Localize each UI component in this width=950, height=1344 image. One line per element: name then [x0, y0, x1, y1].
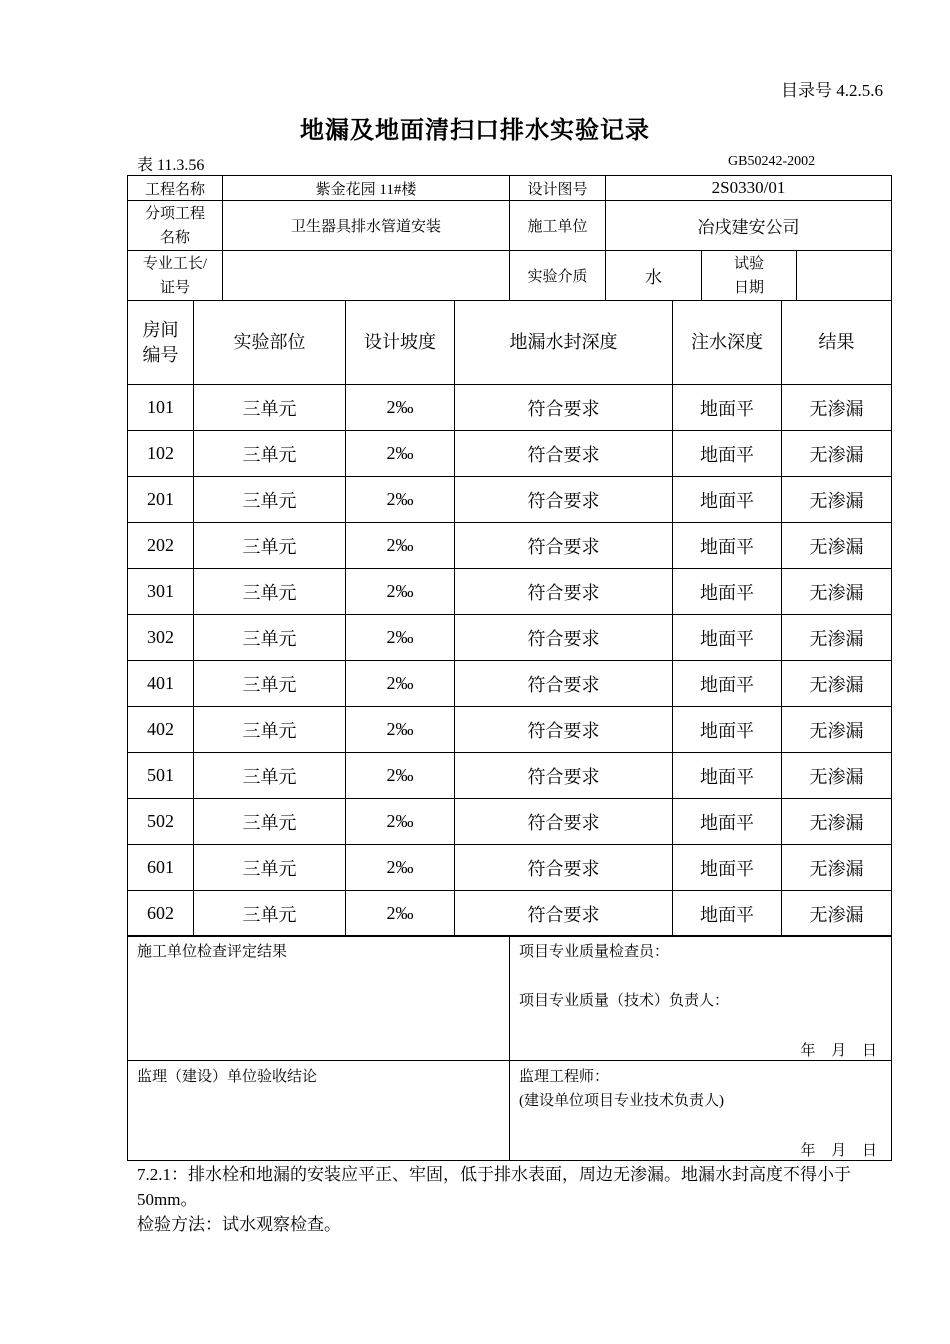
cell-seal-depth: 符合要求: [455, 799, 673, 845]
supervisor-sign-cell: [510, 1061, 892, 1161]
cell-part: 三单元: [194, 891, 346, 937]
cell-seal-depth: 符合要求: [455, 891, 673, 937]
supervisor-conclusion-cell: [128, 1061, 510, 1161]
cell-part: 三单元: [194, 615, 346, 661]
cell-result: 无渗漏: [782, 707, 892, 753]
foreman-label: [128, 251, 223, 301]
foreman-label-line1: 专业工长/: [142, 255, 208, 272]
cell-slope: 2‰: [346, 431, 455, 477]
info-table: [127, 175, 892, 301]
cell-result: 无渗漏: [782, 431, 892, 477]
cell-slope: 2‰: [346, 845, 455, 891]
date-2: 年 月 日: [800, 1143, 883, 1159]
contractor-sign-cell: [510, 936, 892, 1061]
note: [137, 1162, 887, 1237]
cell-part: 三单元: [194, 523, 346, 569]
cell-seal-depth: 符合要求: [455, 523, 673, 569]
header-room-line2: 编号: [142, 344, 179, 365]
table-row: [128, 523, 892, 569]
note-method: 检验方法：试水观察检查。: [137, 1215, 341, 1234]
medium-label: 实验介质: [510, 251, 606, 301]
cell-room: 602: [128, 891, 194, 937]
cell-slope: 2‰: [346, 385, 455, 431]
cell-seal-depth: 符合要求: [455, 569, 673, 615]
cell-room: 301: [128, 569, 194, 615]
cell-water-depth: 地面平: [673, 891, 782, 937]
cell-seal-depth: 符合要求: [455, 477, 673, 523]
cell-water-depth: 地面平: [673, 845, 782, 891]
contractor-label: 施工单位: [510, 201, 606, 251]
sub-project-value: 卫生器具排水管道安装: [223, 201, 510, 251]
cell-seal-depth: 符合要求: [455, 431, 673, 477]
standard-number: GB50242-2002: [728, 154, 816, 169]
cell-slope: 2‰: [346, 661, 455, 707]
cell-room: 202: [128, 523, 194, 569]
cell-seal-depth: 符合要求: [455, 385, 673, 431]
cell-slope: 2‰: [346, 707, 455, 753]
cell-seal-depth: 符合要求: [455, 615, 673, 661]
test-date-label-line1: 试验: [734, 255, 765, 272]
cell-slope: 2‰: [346, 753, 455, 799]
cell-water-depth: 地面平: [673, 569, 782, 615]
cell-result: 无渗漏: [782, 799, 892, 845]
header-result: 结果: [782, 301, 892, 385]
cell-room: 102: [128, 431, 194, 477]
design-drawing-label: 设计图号: [510, 176, 606, 201]
cell-water-depth: 地面平: [673, 523, 782, 569]
cell-seal-depth: 符合要求: [455, 845, 673, 891]
cell-part: 三单元: [194, 661, 346, 707]
cell-water-depth: 地面平: [673, 385, 782, 431]
cell-water-depth: 地面平: [673, 753, 782, 799]
contractor-result-cell: [128, 936, 510, 1061]
cell-water-depth: 地面平: [673, 799, 782, 845]
test-date-label-line2: 日期: [734, 279, 765, 296]
cell-slope: 2‰: [346, 477, 455, 523]
table-row: [128, 477, 892, 523]
note-clause: 7.2.1：排水栓和地漏的安装应平正、牢固，低于排水表面，周边无渗漏。地漏水封高度不得小于 50mm。: [137, 1165, 851, 1209]
test-date-value: [797, 251, 892, 301]
cell-result: 无渗漏: [782, 477, 892, 523]
table-row: [128, 799, 892, 845]
contractor-value: 冶戌建安公司: [606, 201, 892, 251]
cell-room: 402: [128, 707, 194, 753]
cell-part: 三单元: [194, 385, 346, 431]
medium-value: 水: [606, 251, 702, 301]
header-room-line1: 房间: [142, 319, 179, 340]
cell-result: 无渗漏: [782, 661, 892, 707]
test-grid: [127, 300, 892, 937]
table-number: 表 11.3.56: [137, 157, 205, 174]
header-water-depth: 注水深度: [673, 301, 782, 385]
cell-seal-depth: 符合要求: [455, 661, 673, 707]
table-row: [128, 615, 892, 661]
page-title: 地漏及地面清扫口排水实验记录: [300, 118, 650, 144]
cell-part: 三单元: [194, 431, 346, 477]
cell-room: 401: [128, 661, 194, 707]
header-slope: 设计坡度: [346, 301, 455, 385]
cell-water-depth: 地面平: [673, 661, 782, 707]
cell-water-depth: 地面平: [673, 615, 782, 661]
cell-part: 三单元: [194, 569, 346, 615]
table-row: [128, 707, 892, 753]
tech-lead-label: 项目专业质量（技术）负责人：: [519, 993, 730, 1009]
header-part: 实验部位: [194, 301, 346, 385]
cell-result: 无渗漏: [782, 385, 892, 431]
design-drawing-value: 2S0330/01: [606, 176, 892, 201]
table-row: [128, 431, 892, 477]
owner-tech-lead-label: (建设单位项目专业技术负责人): [519, 1093, 724, 1109]
foreman-value: [223, 251, 510, 301]
header-seal-depth: 地漏水封深度: [455, 301, 673, 385]
sub-project-label: [128, 201, 223, 251]
cell-slope: 2‰: [346, 891, 455, 937]
sub-project-label-line1: 分项工程: [144, 205, 205, 222]
table-row: [128, 569, 892, 615]
cell-part: 三单元: [194, 753, 346, 799]
cell-room: 601: [128, 845, 194, 891]
table-row: [128, 891, 892, 937]
table-row: [128, 845, 892, 891]
table-row: [128, 661, 892, 707]
cell-result: 无渗漏: [782, 523, 892, 569]
cell-slope: 2‰: [346, 569, 455, 615]
table-row: [128, 753, 892, 799]
cell-room: 101: [128, 385, 194, 431]
signature-table: [127, 935, 892, 1161]
supervisor-engineer-label: 监理工程师：: [519, 1069, 610, 1085]
supervisor-conclusion-label: 监理（建设）单位验收结论: [137, 1069, 318, 1085]
cell-room: 302: [128, 615, 194, 661]
cell-slope: 2‰: [346, 615, 455, 661]
cell-result: 无渗漏: [782, 569, 892, 615]
sub-project-label-line2: 名称: [159, 229, 190, 246]
cell-part: 三单元: [194, 799, 346, 845]
header-room: [128, 301, 194, 385]
cell-water-depth: 地面平: [673, 707, 782, 753]
cell-result: 无渗漏: [782, 615, 892, 661]
cell-seal-depth: 符合要求: [455, 753, 673, 799]
cell-result: 无渗漏: [782, 845, 892, 891]
cell-room: 502: [128, 799, 194, 845]
catalog-number: 目录号 4.2.5.6: [781, 81, 883, 100]
cell-part: 三单元: [194, 845, 346, 891]
cell-water-depth: 地面平: [673, 477, 782, 523]
cell-room: 201: [128, 477, 194, 523]
cell-slope: 2‰: [346, 799, 455, 845]
cell-slope: 2‰: [346, 523, 455, 569]
table-row: [128, 385, 892, 431]
cell-result: 无渗漏: [782, 891, 892, 937]
cell-seal-depth: 符合要求: [455, 707, 673, 753]
contractor-result-label: 施工单位检查评定结果: [137, 944, 288, 960]
cell-part: 三单元: [194, 477, 346, 523]
inspector-label: 项目专业质量检查员：: [519, 944, 670, 960]
project-name-value: 紫金花园 11#楼: [223, 176, 510, 201]
cell-water-depth: 地面平: [673, 431, 782, 477]
cell-result: 无渗漏: [782, 753, 892, 799]
test-date-label: [702, 251, 797, 301]
foreman-label-line2: 证号: [159, 279, 190, 296]
cell-room: 501: [128, 753, 194, 799]
cell-part: 三单元: [194, 707, 346, 753]
date-1: 年 月 日: [800, 1043, 883, 1059]
project-name-label: 工程名称: [128, 176, 223, 201]
